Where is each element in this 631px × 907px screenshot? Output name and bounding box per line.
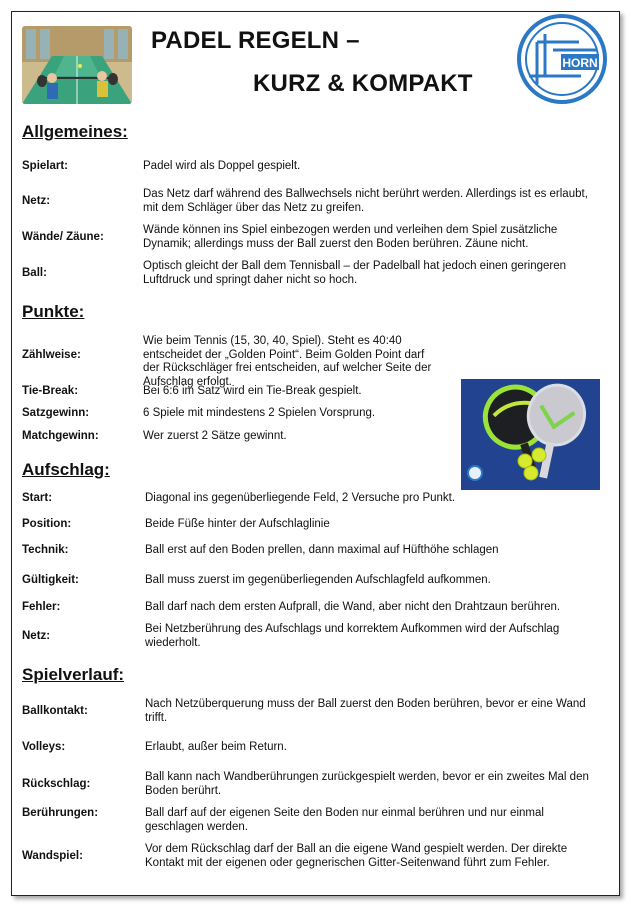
row-label: Rückschlag:	[22, 778, 91, 790]
row-text: Ball erst auf den Boden prellen, dann maximal auf Hüfthöhe schlagen	[145, 544, 499, 556]
club-logo	[517, 14, 607, 104]
row-text: Beide Füße hinter der Aufschlaglinie	[145, 518, 330, 530]
club-logo-text: HORN	[562, 56, 598, 70]
padel-court-illustration	[22, 26, 132, 104]
row-label: Wände/ Zäune:	[22, 231, 104, 243]
row-label: Spielart:	[22, 160, 69, 172]
row-label: Zählweise:	[22, 349, 81, 361]
page-title-line-1: PADEL REGELN –	[151, 27, 360, 54]
row-text: Erlaubt, außer beim Return.	[145, 741, 287, 753]
row-text: 6 Spiele mit mindestens 2 Spielen Vorsprung.	[143, 407, 376, 419]
section-punkte-heading: Punkte:	[22, 302, 85, 321]
row-label: Wandspiel:	[22, 850, 83, 862]
row-text: Wer zuerst 2 Sätze gewinnt.	[143, 430, 287, 442]
row-text: Nach Netzüberquerung muss der Ball zuerst den Boden berühren, bevor er eine Wand trifft.	[145, 698, 586, 724]
row-text: Das Netz darf während des Ballwechsels nicht berührt werden. Allerdings ist es erlaubt, mit dem Schläger über das Netz zu greifen.	[143, 188, 588, 214]
row-text: Bei 6:6 im Satz wird ein Tie-Break gespielt.	[143, 385, 362, 397]
row-label: Netz:	[22, 195, 51, 207]
row-label: Matchgewinn:	[22, 430, 99, 442]
row-label: Fehler:	[22, 601, 61, 613]
row-text: Vor dem Rückschlag darf der Ball an die eigene Wand gespielt werden. Der direkte Kontakt mit der eigenen oder gegnerischen Gitter-Seitenwand führt zum Fehler.	[145, 843, 568, 869]
row-text: Optisch gleicht der Ball dem Tennisball – der Padelball hat jedoch einen geringeren Luftdruck und springt daher nicht so hoch.	[143, 260, 567, 286]
row-label: Netz:	[22, 630, 51, 642]
section-spielverlauf-heading: Spielverlauf:	[22, 665, 125, 684]
row-text: Diagonal ins gegenüberliegende Feld, 2 Versuche pro Punkt.	[145, 492, 456, 504]
page-title-line-2: KURZ & KOMPAKT	[253, 70, 473, 97]
row-text: Wände können ins Spiel einbezogen werden und verleihen dem Spiel zusätzliche Dynamik; allerdings muss der Ball zuerst den Boden berühren. Zäune nicht.	[143, 224, 558, 250]
row-label: Gültigkeit:	[22, 574, 79, 586]
row-text: Ball kann nach Wandberührungen zurückgespielt werden, bevor er ein zweites Mal den Boden berührt.	[145, 771, 589, 797]
row-label: Technik:	[22, 544, 69, 556]
row-text: Padel wird als Doppel gespielt.	[143, 160, 301, 172]
row-label: Ballkontakt:	[22, 705, 88, 717]
row-label: Berührungen:	[22, 807, 99, 819]
row-label: Tie-Break:	[22, 385, 79, 397]
row-label: Position:	[22, 518, 72, 530]
section-aufschlag-heading: Aufschlag:	[22, 460, 110, 479]
row-label: Start:	[22, 492, 53, 504]
row-text: Bei Netzberührung des Aufschlags und korrektem Aufkommen wird der Aufschlag wiederholt.	[145, 623, 560, 649]
row-text: Wie beim Tennis (15, 30, 40, Spiel). Steht es 40:40 entscheidet der „Golden Point“. Beim Golden Point darf der Rückschläger frei entscheiden, auf welcher Seite der Aufschlag erfolgt.	[143, 335, 432, 388]
row-text: Ball muss zuerst im gegenüberliegenden Aufschlagfeld aufkommen.	[145, 574, 491, 586]
row-text: Ball darf auf der eigenen Seite den Boden nur einmal berühren und nur einmal geschlagen werden.	[145, 807, 544, 833]
row-label: Volleys:	[22, 741, 66, 753]
row-label: Ball:	[22, 267, 47, 279]
row-label: Satzgewinn:	[22, 407, 90, 419]
row-text: Ball darf nach dem ersten Aufprall, die Wand, aber nicht den Drahtzaun berühren.	[145, 601, 561, 613]
section-allgemeines-heading: Allgemeines:	[22, 122, 128, 141]
padel-rackets-photo	[461, 379, 600, 490]
